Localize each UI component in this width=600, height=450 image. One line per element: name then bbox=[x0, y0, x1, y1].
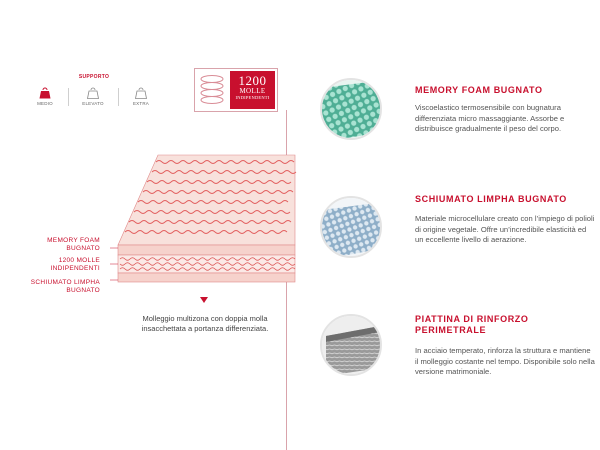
springs-count-badge bbox=[230, 71, 275, 109]
feature-description: Materiale microcellulare creato con l’impiego di polioli di origine vegetale. Offre un’incredibile elasticità ed un eccellente livello di aerazione. bbox=[415, 214, 595, 244]
support-title: SUPPORTO bbox=[78, 74, 110, 80]
layer-label-memory-foam: MEMORY FOAM BUGNATO bbox=[47, 237, 100, 252]
weight-icon bbox=[135, 86, 147, 98]
weight-icon bbox=[39, 86, 51, 98]
arrow-down-icon bbox=[200, 297, 208, 303]
memory-foam-image bbox=[320, 78, 382, 140]
mattress-illustration bbox=[110, 140, 300, 295]
feature-description: Viscoelastico termosensibile con bugnatura differenziata micro massaggiante. Assorbe e distribuisce gradualmente il peso del corpo. bbox=[415, 103, 565, 133]
support-option-extra[interactable] bbox=[126, 86, 156, 106]
divider bbox=[68, 88, 69, 106]
feature-description: In acciaio temperato, rinforza la struttura e mantiene il molleggio costante nel tempo. Disponibile solo nella versione matrimoniale. bbox=[415, 346, 595, 376]
springs-caption: Molleggio multizona con doppia molla insacchettata a portanza differenziata. bbox=[141, 314, 269, 333]
steel-reinforcement-image bbox=[320, 314, 382, 376]
support-option-medio[interactable] bbox=[30, 86, 60, 106]
badge-line2: INDIPENDENTI bbox=[235, 95, 270, 100]
layer-label-springs: 1200 MOLLE INDIPENDENTI bbox=[50, 257, 100, 272]
divider bbox=[118, 88, 119, 106]
support-option-label: ELEVATO bbox=[82, 101, 104, 106]
layer-label-limpha: SCHIUMATO LIMPHA BUGNATO bbox=[30, 279, 100, 294]
spring-coil-icon bbox=[198, 74, 226, 113]
badge-line1: MOLLE bbox=[239, 87, 266, 95]
feature-title: PIATTINA DI RINFORZO PERIMETRALE bbox=[415, 314, 529, 335]
limpha-foam-image bbox=[320, 196, 382, 258]
support-option-elevato[interactable] bbox=[78, 86, 108, 106]
support-option-label: MEDIO bbox=[37, 101, 53, 106]
feature-title: MEMORY FOAM BUGNATO bbox=[415, 85, 543, 95]
badge-number: 1200 bbox=[238, 73, 267, 88]
support-option-label: EXTRA bbox=[132, 101, 149, 106]
weight-icon bbox=[87, 86, 99, 98]
feature-title: SCHIUMATO LIMPHA BUGNATO bbox=[415, 194, 567, 204]
